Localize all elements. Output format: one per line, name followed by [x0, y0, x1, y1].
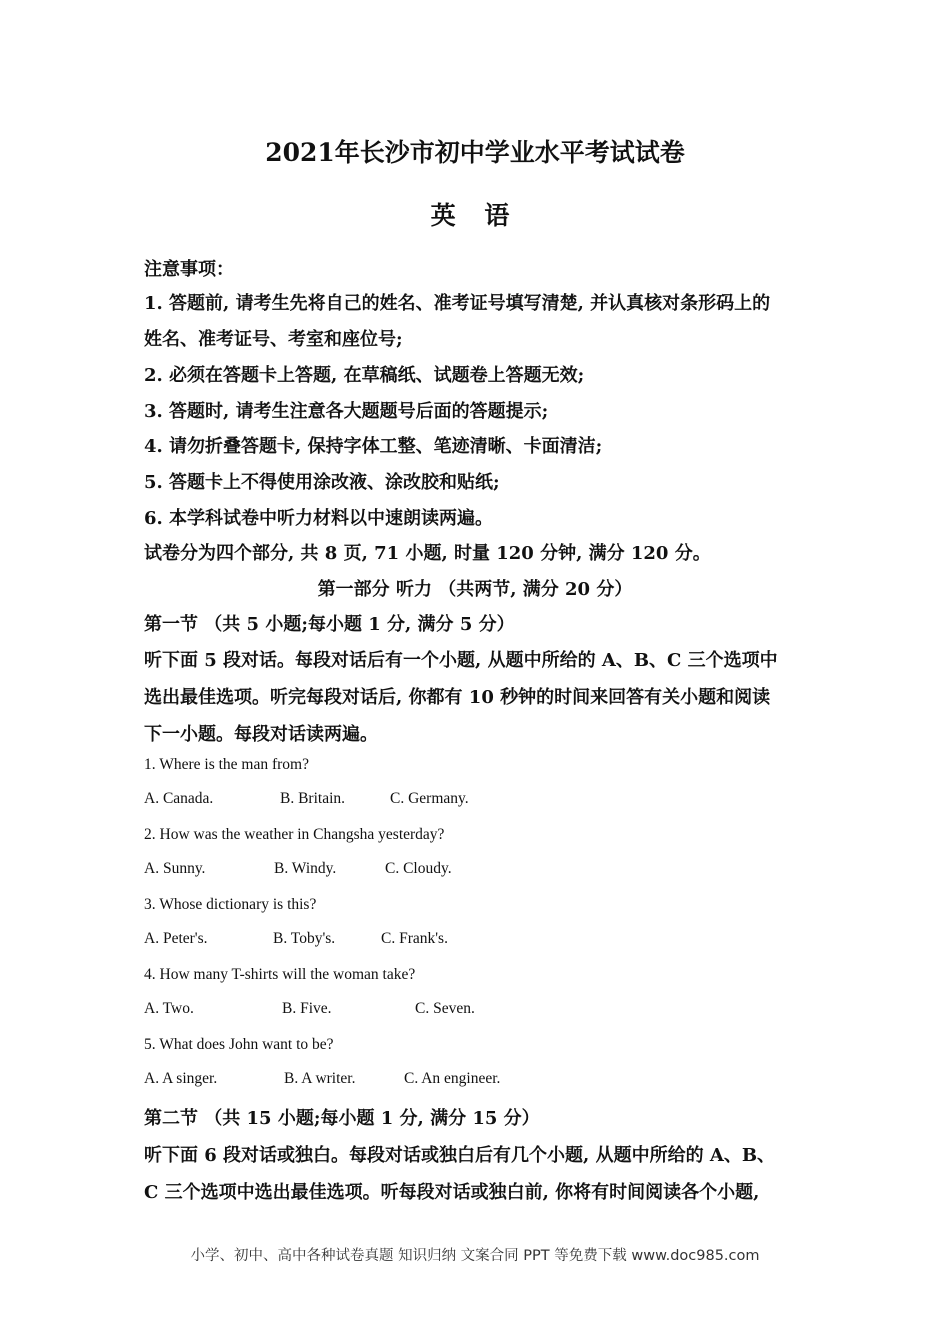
notice-line: 6. 本学科试卷中听力材料以中速朗读两遍。	[144, 508, 494, 529]
exam-title: 2021年长沙市初中学业水平考试试卷	[265, 138, 685, 167]
notice-line: 5. 答题卡上不得使用涂改液、涂改胶和贴纸;	[144, 472, 500, 493]
notice-line: 姓名、准考证号、考室和座位号;	[144, 329, 403, 350]
option-a: A. Canada.	[144, 790, 214, 807]
option-c: C. An engineer.	[404, 1070, 501, 1087]
notice-line: 1. 答题前, 请考生先将自己的姓名、准考证号填写清楚, 并认真核对条形码上的	[144, 293, 771, 314]
option-a: A. Two.	[144, 1000, 194, 1017]
download-footer: 小学、初中、高中各种试卷真题 知识归纳 文案合同 PPT 等免费下载 www.doc985.com	[190, 1248, 760, 1264]
option-c: C. Germany.	[390, 790, 469, 807]
option-b: B. Toby's.	[273, 930, 336, 947]
part1-heading: 第一部分 听力 （共两节, 满分 20 分）	[317, 579, 633, 600]
section1-heading: 第一节 （共 5 小题;每小题 1 分, 满分 5 分）	[144, 614, 515, 635]
section2-heading: 第二节 （共 15 小题;每小题 1 分, 满分 15 分）	[144, 1108, 540, 1129]
option-a: A. Sunny.	[144, 860, 206, 877]
section1-instruction: 听下面 5 段对话。每段对话后有一个小题, 从题中所给的 A、B、C 三个选项中	[144, 650, 778, 671]
section1-instruction: 选出最佳选项。听完每段对话后, 你都有 10 秒钟的时间来回答有关小题和阅读	[144, 687, 771, 708]
option-c: C. Frank's.	[381, 930, 448, 947]
option-b: B. Windy.	[274, 860, 337, 877]
option-b: B. Britain.	[280, 790, 346, 807]
option-a: A. A singer.	[144, 1070, 218, 1087]
subject-title: 英 语	[430, 201, 520, 230]
notice-line: 3. 答题时, 请考生注意各大题题号后面的答题提示;	[144, 401, 549, 422]
question-stem: 2. How was the weather in Changsha yesterday?	[144, 826, 445, 843]
section2-instruction: 听下面 6 段对话或独白。每段对话或独白后有几个小题, 从题中所给的 A、B、	[144, 1145, 776, 1166]
section1-instruction: 下一小题。每段对话读两遍。	[144, 724, 378, 745]
question-stem: 3. Whose dictionary is this?	[144, 896, 317, 913]
option-c: C. Seven.	[415, 1000, 475, 1017]
exam-summary: 试卷分为四个部分, 共 8 页, 71 小题, 时量 120 分钟, 满分 120 分。	[144, 543, 711, 564]
section2-instruction: C 三个选项中选出最佳选项。听每段对话或独白前, 你将有时间阅读各个小题,	[144, 1182, 760, 1203]
option-b: B. Five.	[282, 1000, 332, 1017]
question-stem: 1. Where is the man from?	[144, 756, 309, 773]
question-stem: 5. What does John want to be?	[144, 1036, 334, 1053]
option-a: A. Peter's.	[144, 930, 208, 947]
notice-line: 2. 必须在答题卡上答题, 在草稿纸、试题卷上答题无效;	[144, 365, 585, 386]
notice-heading: 注意事项：	[144, 259, 234, 280]
notice-line: 4. 请勿折叠答题卡, 保持字体工整、笔迹清晰、卡面清洁;	[144, 436, 603, 457]
option-c: C. Cloudy.	[385, 860, 452, 877]
question-stem: 4. How many T-shirts will the woman take?	[144, 966, 416, 983]
option-b: B. A writer.	[284, 1070, 356, 1087]
